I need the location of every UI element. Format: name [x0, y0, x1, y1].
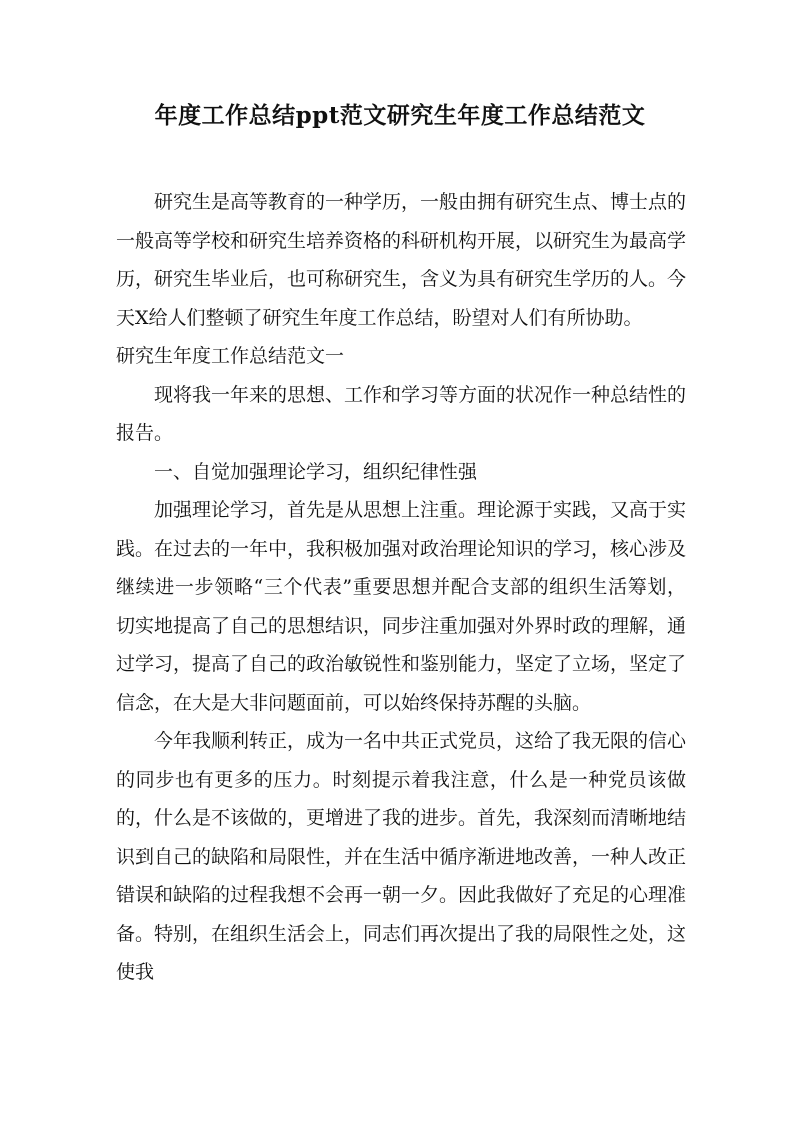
paragraph-theory-study: 加强理论学习，首先是从思想上注重。理论源于实践，又高于实践。在过去的一年中，我积极加强对政治理论知识的学习，核心涉及继续进一步领略“三个代表”重要思想并配合支部的组织生活筹划，切实地提高了自己的思想结识，同步注重加强对外界时政的理解，通过学习，提高了自己的政治敏锐性和鉴别能力，坚定了立场，坚定了信念，在大是大非问题面前，可以始终保持苏醒的头脑。 — [116, 499, 687, 714]
paragraph-party-membership: 今年我顺利转正，成为一名中共正式党员，这给了我无限的信心的同步也有更多的压力。时刻提示着我注意，什么是一种党员该做的，什么是不该做的，更增进了我的进步。首先，我深刻而清晰地结识到自己的缺陷和局限性，并在生活中循序渐进地改善，一种人改正错误和缺陷的过程我想不会再一朝一夕。因此我做好了充足的心理准备。特别，在组织生活会上，同志们再次提出了我的局限性之处，这使我 — [116, 730, 687, 983]
paragraph-report: 现将我一年来的思想、工作和学习等方面的状况作一种总结性的报告。 — [116, 383, 687, 444]
subsection-heading: 一、自觉加强理论学习，组织纪律性强 — [154, 460, 478, 483]
document-title: 年度工作总结ppt范文研究生年度工作总结范文 — [154, 102, 646, 129]
paragraph-intro: 研究生是高等教育的一种学历，一般由拥有研究生点、博士点的一般高等学校和研究生培养资格的科研机构开展，以研究生为最高学历，研究生毕业后，也可称研究生，含义为具有研究生学历的人。今天X给人们整顿了研究生年度工作总结，盼望对人们有所协助。 — [116, 191, 687, 329]
section-heading: 研究生年度工作总结范文一 — [116, 345, 345, 367]
document-body — [116, 183, 686, 992]
